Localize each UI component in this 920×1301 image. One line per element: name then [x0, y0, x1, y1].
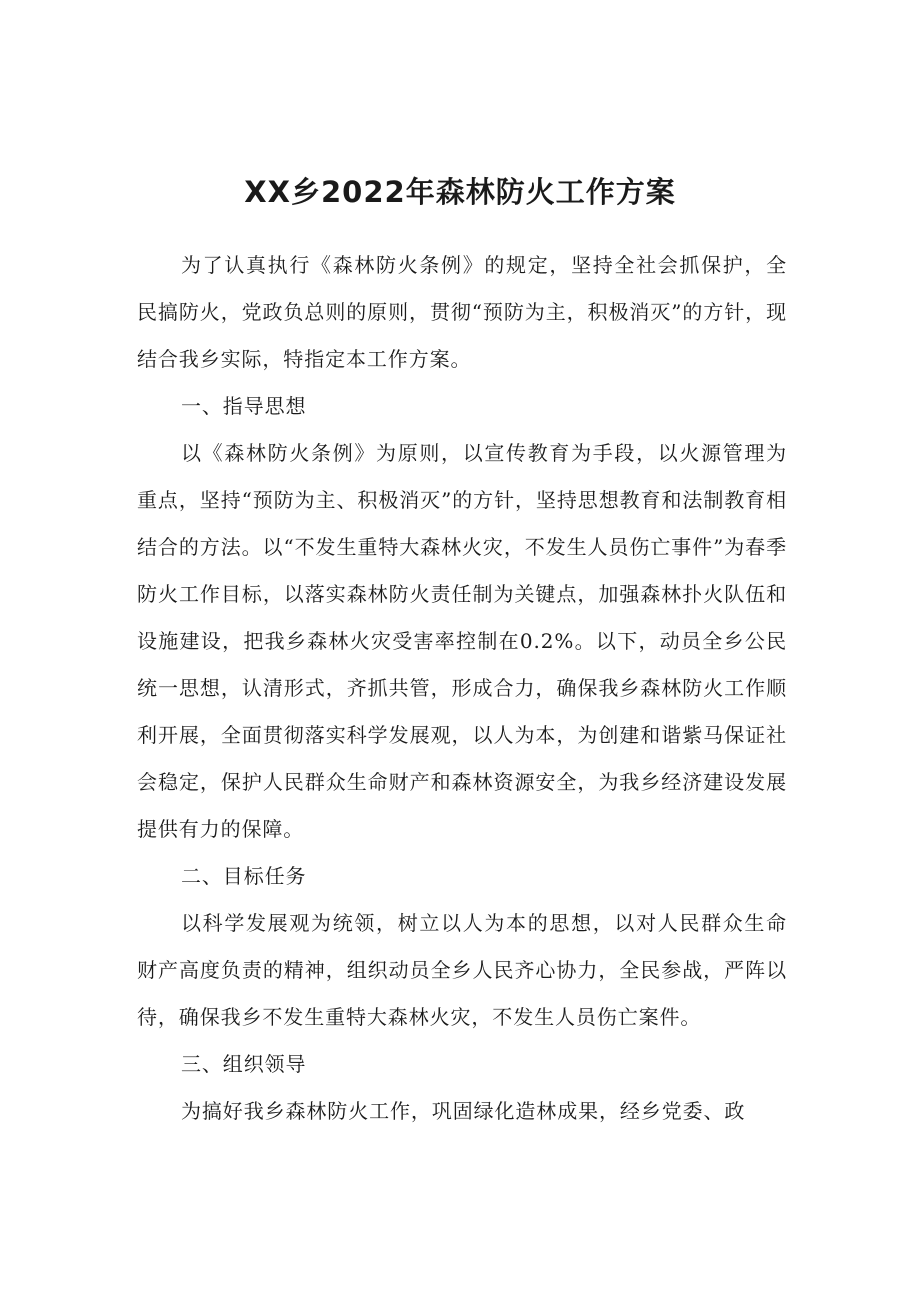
section-paragraph-guiding-thought: 以《森林防火条例》为原则，以宣传教育为手段，以火源管理为重点，坚持“预防为主、积极消灭”的方针，坚持思想教育和法制教育相结合的方法。以“不发生重特大森林火灾，不发生人员伤亡事件”为春季防火工作目标，以落实森林防火责任制为关键点，加强森林扑火队伍和设施建设，把我乡森林火灾受害率控制在0.2%。以下，动员全乡公民统一思想，认清形式，齐抓共管，形成合力，确保我乡森林防火工作顺利开展，全面贯彻落实科学发展观，以人为本，为创建和谐紫马保证社会稳定，保护人民群众生命财产和森林资源安全，为我乡经济建设发展提供有力的保障。 [137, 441, 787, 841]
section-paragraph-goals-tasks: 以科学发展观为统领，树立以人为本的思想，以对人民群众生命财产高度负责的精神，组织动员全乡人民齐心协力，全民参战，严阵以待，确保我乡不发生重特大森林火灾，不发生人员伤亡案件。 [137, 911, 787, 1029]
section-heading-organization-leadership: 三、组织领导 [181, 1052, 307, 1076]
document-title: XX乡2022年森林防火工作方案 [244, 175, 676, 209]
document-body [137, 242, 787, 1135]
section-heading-goals-tasks: 二、目标任务 [181, 864, 307, 888]
section-paragraph-organization-leadership: 为搞好我乡森林防火工作，巩固绿化造林成果，经乡党委、政 [181, 1099, 746, 1123]
section-heading-guiding-thought: 一、指导思想 [181, 394, 307, 418]
intro-paragraph: 为了认真执行《森林防火条例》的规定，坚持全社会抓保护，全民搞防火，党政负总则的原则，贯彻“预防为主，积极消灭”的方针，现结合我乡实际，特指定本工作方案。 [137, 253, 787, 371]
